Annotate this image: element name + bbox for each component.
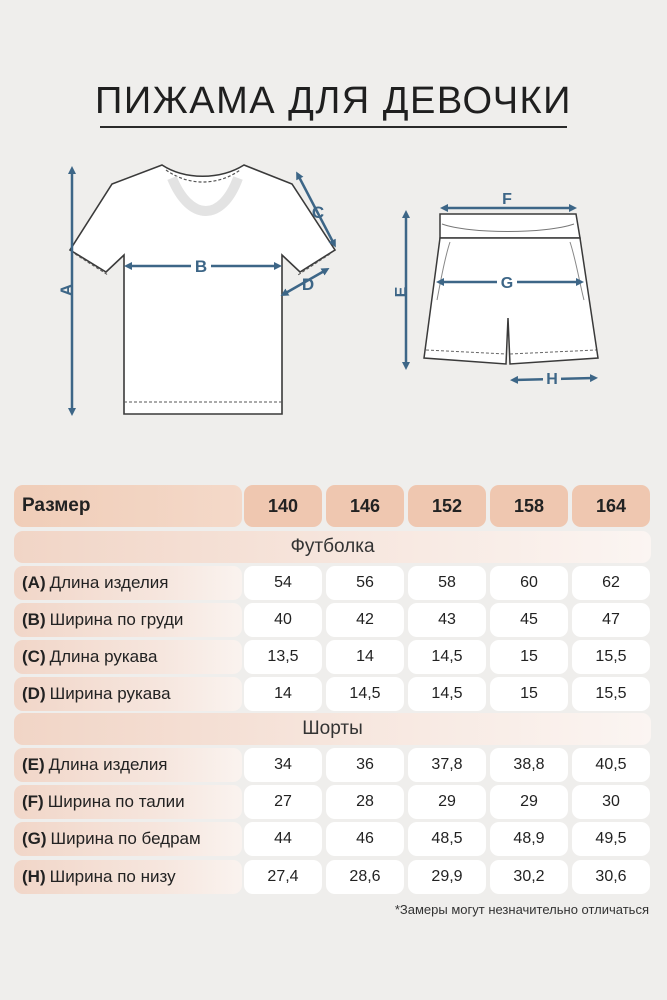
- row-code: (F): [22, 792, 44, 811]
- size-152: 152: [408, 485, 486, 527]
- row-name: Ширина по бедрам: [50, 829, 201, 848]
- row-label: [14, 603, 242, 637]
- table-cell: 15: [490, 640, 568, 674]
- table-cell: 15,5: [572, 640, 650, 674]
- table-cell: 54: [244, 566, 322, 600]
- dimension-h-label: H: [546, 371, 558, 388]
- table-cell: 48,9: [490, 822, 568, 856]
- section-tshirt: Футболка: [14, 531, 651, 563]
- row-name: Длина изделия: [49, 573, 169, 592]
- measurement-note: *Замеры могут незначительно отличаться: [394, 902, 649, 917]
- size-header-label: Размер: [14, 485, 242, 527]
- table-cell: 14,5: [326, 677, 404, 711]
- size-158: 158: [490, 485, 568, 527]
- table-cell: 47: [572, 603, 650, 637]
- table-cell: 29,9: [408, 860, 486, 894]
- dimension-d-label: D: [301, 275, 315, 294]
- row-label: [14, 566, 242, 600]
- page-title: ПИЖАМА ДЛЯ ДЕВОЧКИ: [95, 80, 572, 122]
- size-146: 146: [326, 485, 404, 527]
- size-164: 164: [572, 485, 650, 527]
- table-cell: 13,5: [244, 640, 322, 674]
- row-name: Ширина по низу: [49, 867, 176, 886]
- row-label: [14, 785, 242, 819]
- table-cell: 43: [408, 603, 486, 637]
- table-cell: 42: [326, 603, 404, 637]
- row-name: Ширина по талии: [47, 792, 185, 811]
- row-name: Длина изделия: [48, 755, 168, 774]
- table-cell: 37,8: [408, 748, 486, 782]
- table-cell: 14: [326, 640, 404, 674]
- table-cell: 14: [244, 677, 322, 711]
- table-cell: 14,5: [408, 677, 486, 711]
- table-cell: 45: [490, 603, 568, 637]
- table-cell: 30: [572, 785, 650, 819]
- row-code: (D): [22, 684, 46, 703]
- row-code: (A): [22, 573, 46, 592]
- table-cell: 34: [244, 748, 322, 782]
- size-140: 140: [244, 485, 322, 527]
- table-cell: 30,2: [490, 860, 568, 894]
- row-code: (G): [22, 829, 47, 848]
- size-diagram: [0, 0, 667, 470]
- section-shorts: Шорты: [14, 713, 651, 745]
- table-cell: 15,5: [572, 677, 650, 711]
- row-code: (H): [22, 867, 46, 886]
- table-cell: 30,6: [572, 860, 650, 894]
- table-cell: 40,5: [572, 748, 650, 782]
- table-cell: 27: [244, 785, 322, 819]
- table-cell: 29: [408, 785, 486, 819]
- table-cell: 27,4: [244, 860, 322, 894]
- table-cell: 28: [326, 785, 404, 819]
- row-name: Ширина по груди: [49, 610, 184, 629]
- row-code: (B): [22, 610, 46, 629]
- table-cell: 60: [490, 566, 568, 600]
- table-cell: 46: [326, 822, 404, 856]
- table-cell: 40: [244, 603, 322, 637]
- dimension-c-label: C: [311, 203, 325, 222]
- dimension-g-label: G: [500, 275, 514, 292]
- dimension-e-label: E: [393, 286, 410, 298]
- row-label: [14, 640, 242, 674]
- row-label: [14, 677, 242, 711]
- table-cell: 48,5: [408, 822, 486, 856]
- table-cell: 62: [572, 566, 650, 600]
- table-cell: 14,5: [408, 640, 486, 674]
- table-cell: 36: [326, 748, 404, 782]
- row-label: [14, 748, 242, 782]
- row-name: Длина рукава: [49, 647, 158, 666]
- table-cell: 44: [244, 822, 322, 856]
- row-label: [14, 860, 242, 894]
- table-cell: 56: [326, 566, 404, 600]
- row-name: Ширина рукава: [49, 684, 171, 703]
- table-cell: 49,5: [572, 822, 650, 856]
- row-code: (E): [22, 755, 45, 774]
- table-cell: 38,8: [490, 748, 568, 782]
- dimension-f-label: F: [502, 191, 512, 208]
- dimension-a-label: A: [57, 283, 76, 297]
- table-cell: 15: [490, 677, 568, 711]
- table-cell: 58: [408, 566, 486, 600]
- row-label: [14, 822, 242, 856]
- table-cell: 28,6: [326, 860, 404, 894]
- tshirt-drawing: [70, 165, 335, 414]
- row-code: (C): [22, 647, 46, 666]
- dimension-b-label: B: [194, 257, 208, 276]
- table-cell: 29: [490, 785, 568, 819]
